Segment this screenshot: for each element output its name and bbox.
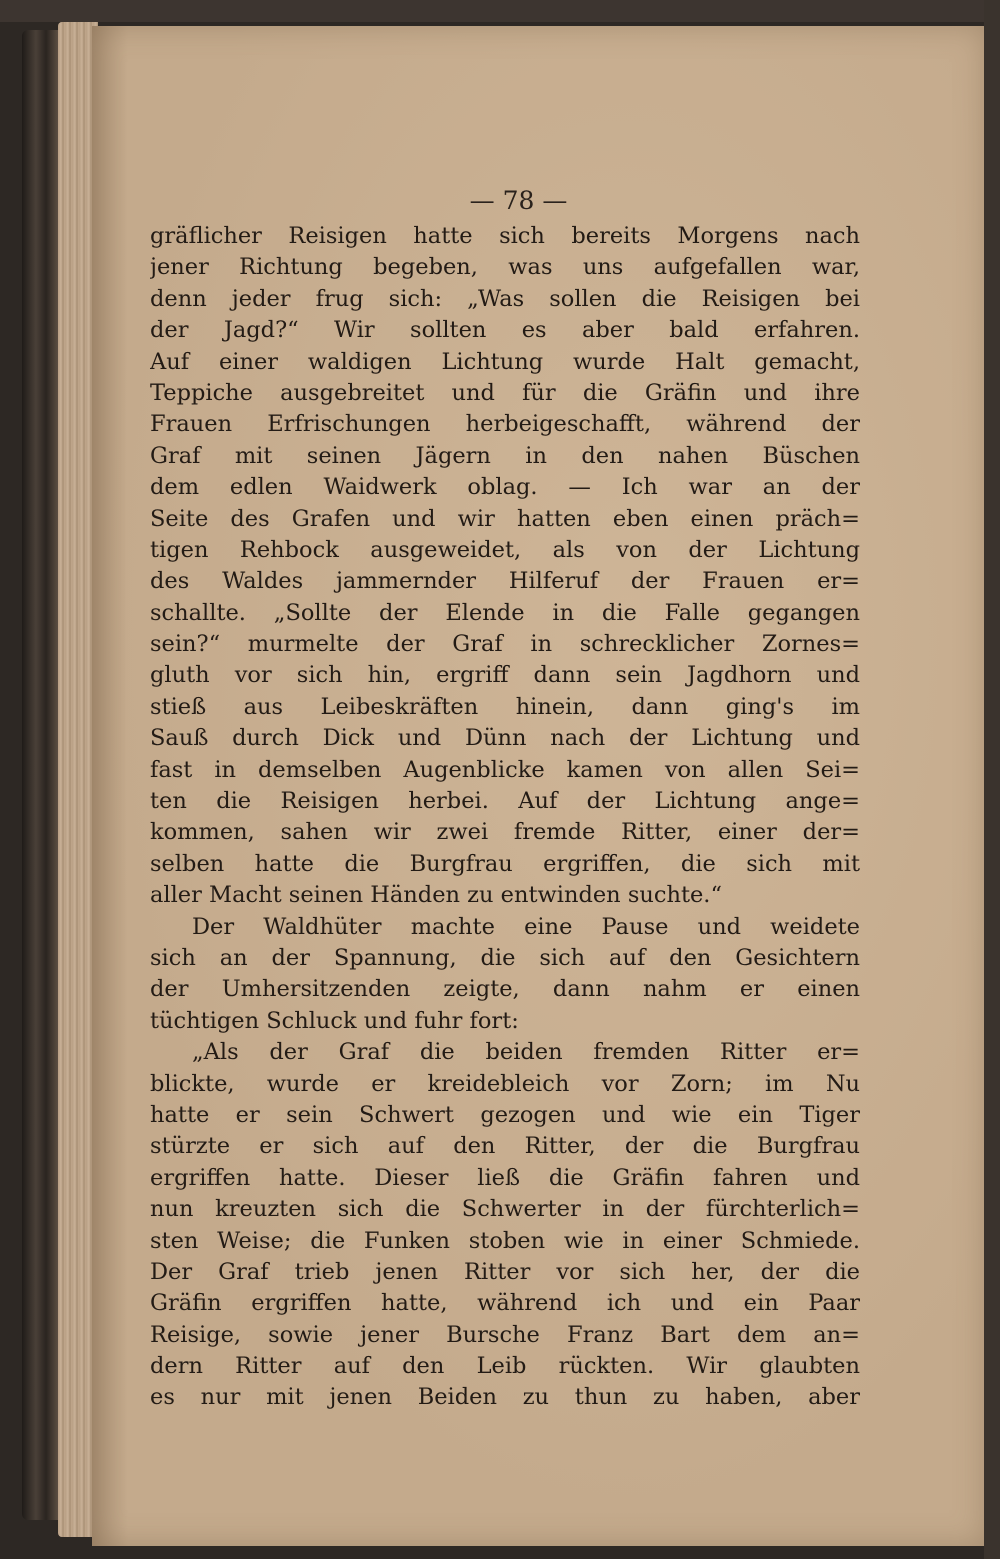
page-number: — 78 — <box>469 186 568 215</box>
scan-top-edge <box>0 0 1000 22</box>
text-line: es nur mit jenen Beiden zu thun zu haben, aber <box>150 1384 860 1411</box>
text-line: gluth vor sich hin, ergriff dann sein Jagdhorn und <box>150 662 860 689</box>
text-line: sein?“ murmelte der Graf in schrecklicher Zornes= <box>150 631 860 658</box>
text-line: denn jeder frug sich: „Was sollen die Reisigen bei <box>150 285 860 312</box>
text-line: „Als der Graf die beiden fremden Ritter er= <box>192 1039 860 1066</box>
text-line: stieß aus Leibeskräften hinein, dann ging's im <box>150 693 860 720</box>
scan-right-edge <box>984 0 1000 1559</box>
text-line: der Jagd?“ Wir sollten es aber bald erfahren. <box>150 317 860 344</box>
text-line: fast in demselben Augenblicke kamen von allen Sei= <box>150 756 860 783</box>
text-line: Seite des Grafen und wir hatten eben einen präch= <box>150 505 860 532</box>
text-line: kommen, sahen wir zwei fremde Ritter, einer der= <box>150 819 860 846</box>
text-line: sich an der Spannung, die sich auf den Gesichtern <box>150 944 860 971</box>
text-line: Gräfin ergriffen hatte, während ich und ein Paar <box>150 1290 860 1317</box>
text-line: sten Weise; die Funken stoben wie in einer Schmiede. <box>150 1227 860 1254</box>
text-line: Reisige, sowie jener Bursche Franz Bart dem an= <box>150 1321 860 1348</box>
text-line: gräflicher Reisigen hatte sich bereits Morgens nach <box>150 223 860 249</box>
text-line: Graf mit seinen Jägern in den nahen Büschen <box>150 442 860 469</box>
text-line: selben hatte die Burgfrau ergriffen, die sich mit <box>150 850 860 877</box>
text-line: stürzte er sich auf den Ritter, der die Burgfrau <box>150 1133 860 1160</box>
text-line: des Waldes jammernder Hilferuf der Frauen er= <box>150 568 860 595</box>
text-line: dem edlen Waidwerk oblag. — Ich war an der <box>150 474 860 501</box>
body-text <box>150 221 860 1414</box>
text-line: ergriffen hatte. Dieser ließ die Gräfin fahren und <box>150 1164 860 1191</box>
text-line: nun kreuzten sich die Schwerter in der fürchterlich= <box>150 1196 860 1223</box>
book-spine <box>22 30 62 1520</box>
text-line: Sauß durch Dick und Dünn nach der Lichtung und <box>150 725 860 752</box>
text-line: schallte. „Sollte der Elende in die Falle gegangen <box>150 599 860 626</box>
text-line: tüchtigen Schluck und fuhr fort: <box>150 1007 519 1034</box>
text-line: Teppiche ausgebreitet und für die Gräfin und ihre <box>150 379 860 406</box>
text-line: Der Graf trieb jenen Ritter vor sich her, der die <box>150 1258 860 1285</box>
text-line: hatte er sein Schwert gezogen und wie ein Tiger <box>150 1101 860 1128</box>
text-line: aller Macht seinen Händen zu entwinden suchte.“ <box>150 882 722 909</box>
text-line: Der Waldhüter machte eine Pause und weidete <box>192 913 860 940</box>
text-line: ten die Reisigen herbei. Auf der Lichtung ange= <box>150 788 860 815</box>
text-line: dern Ritter auf den Leib rückten. Wir glaubten <box>150 1353 860 1380</box>
text-line: jener Richtung begeben, was uns aufgefallen war, <box>150 254 860 281</box>
text-line: Auf einer waldigen Lichtung wurde Halt gemacht, <box>150 348 860 375</box>
text-line: der Umhersitzenden zeigte, dann nahm er einen <box>150 976 860 1003</box>
text-line: blickte, wurde er kreidebleich vor Zorn; im Nu <box>150 1070 860 1097</box>
text-line: tigen Rehbock ausgeweidet, als von der Lichtung <box>150 536 860 563</box>
text-line: Frauen Erfrischungen herbeigeschafft, während der <box>150 411 860 438</box>
